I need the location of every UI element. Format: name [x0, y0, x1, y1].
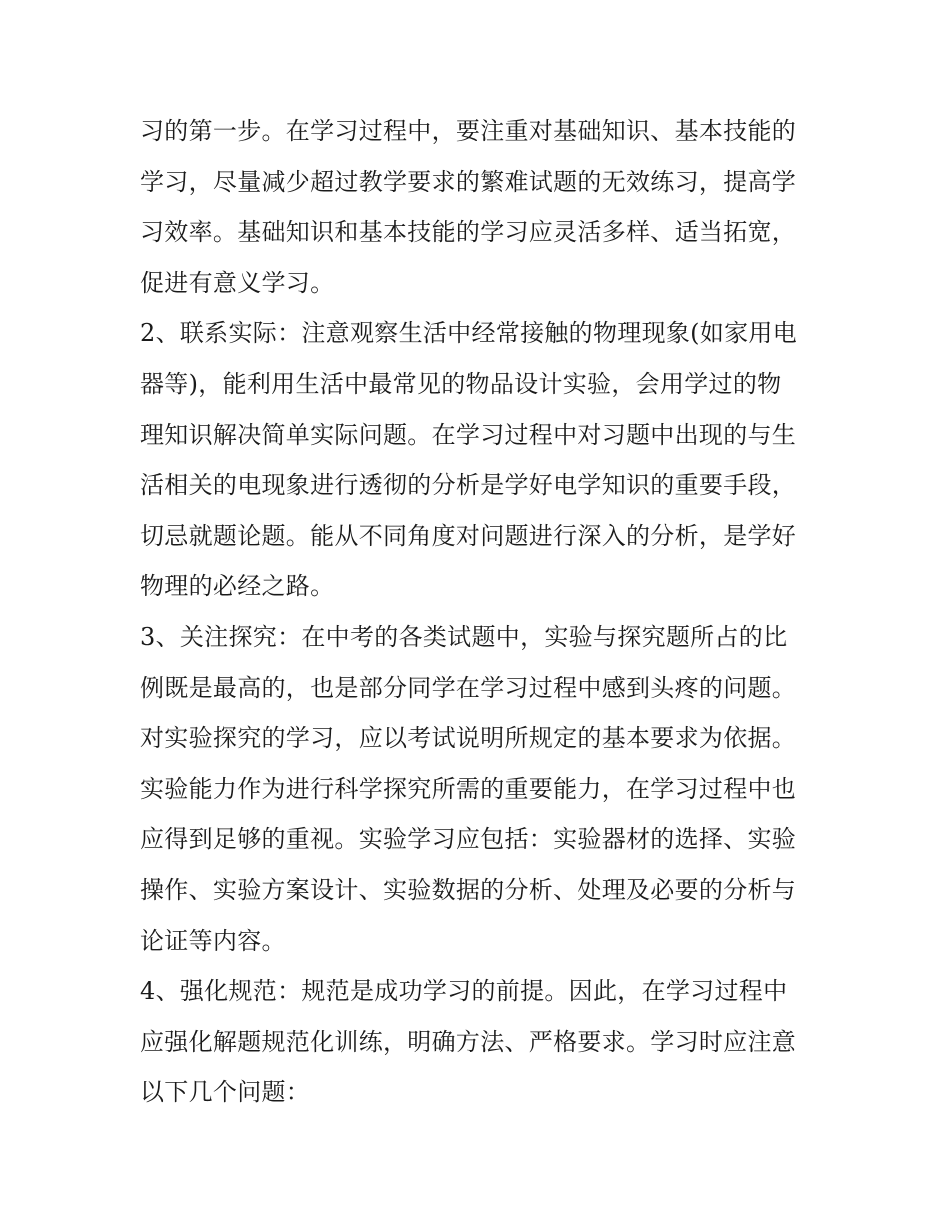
- text-line: 例既是最高的，也是部分同学在学习过程中感到头疼的问题。: [140, 673, 797, 702]
- section-3-heading-line: 3、关注探究：在中考的各类试题中，实验与探究题所占的比: [140, 622, 788, 651]
- text-line: 论证等内容。: [140, 926, 286, 955]
- text-line: 活相关的电现象进行透彻的分析是学好电学知识的重要手段，: [140, 471, 797, 500]
- text-line: 应强化解题规范化训练，明确方法、严格要求。学习时应注意: [140, 1027, 797, 1056]
- text-line: 实验能力作为进行科学探究所需的重要能力，在学习过程中也: [140, 774, 797, 803]
- text-line: 学习，尽量减少超过教学要求的繁难试题的无效练习，提高学: [140, 167, 797, 196]
- section-4-heading-line: 4、强化规范：规范是成功学习的前提。因此，在学习过程中: [140, 977, 788, 1006]
- text-line: 习的第一步。在学习过程中，要注重对基础知识、基本技能的: [140, 117, 797, 145]
- section-2-heading-line: 2、联系实际：注意观察生活中经常接触的物理现象(如家用电: [140, 319, 798, 348]
- text-line: 物理的必经之路。: [140, 572, 335, 601]
- text-line: 切忌就题论题。能从不同角度对问题进行深入的分析，是学好: [140, 521, 797, 550]
- text-line: 应得到足够的重视。实验学习应包括：实验器材的选择、实验: [140, 825, 797, 854]
- text-line: 理知识解决简单实际问题。在学习过程中对习题中出现的与生: [140, 420, 797, 449]
- text-line: 以下几个问题：: [140, 1078, 311, 1107]
- text-line: 习效率。基础知识和基本技能的学习应灵活多样、适当拓宽，: [140, 218, 797, 247]
- text-line: 器等)，能利用生活中最常见的物品设计实验，会用学过的物: [140, 369, 782, 398]
- text-line: 操作、实验方案设计、实验数据的分析、处理及必要的分析与: [140, 875, 797, 904]
- text-line: 促进有意义学习。: [140, 268, 335, 297]
- body-text: [140, 106, 840, 1118]
- text-line: 对实验探究的学习，应以考试说明所规定的基本要求为依据。: [140, 724, 797, 753]
